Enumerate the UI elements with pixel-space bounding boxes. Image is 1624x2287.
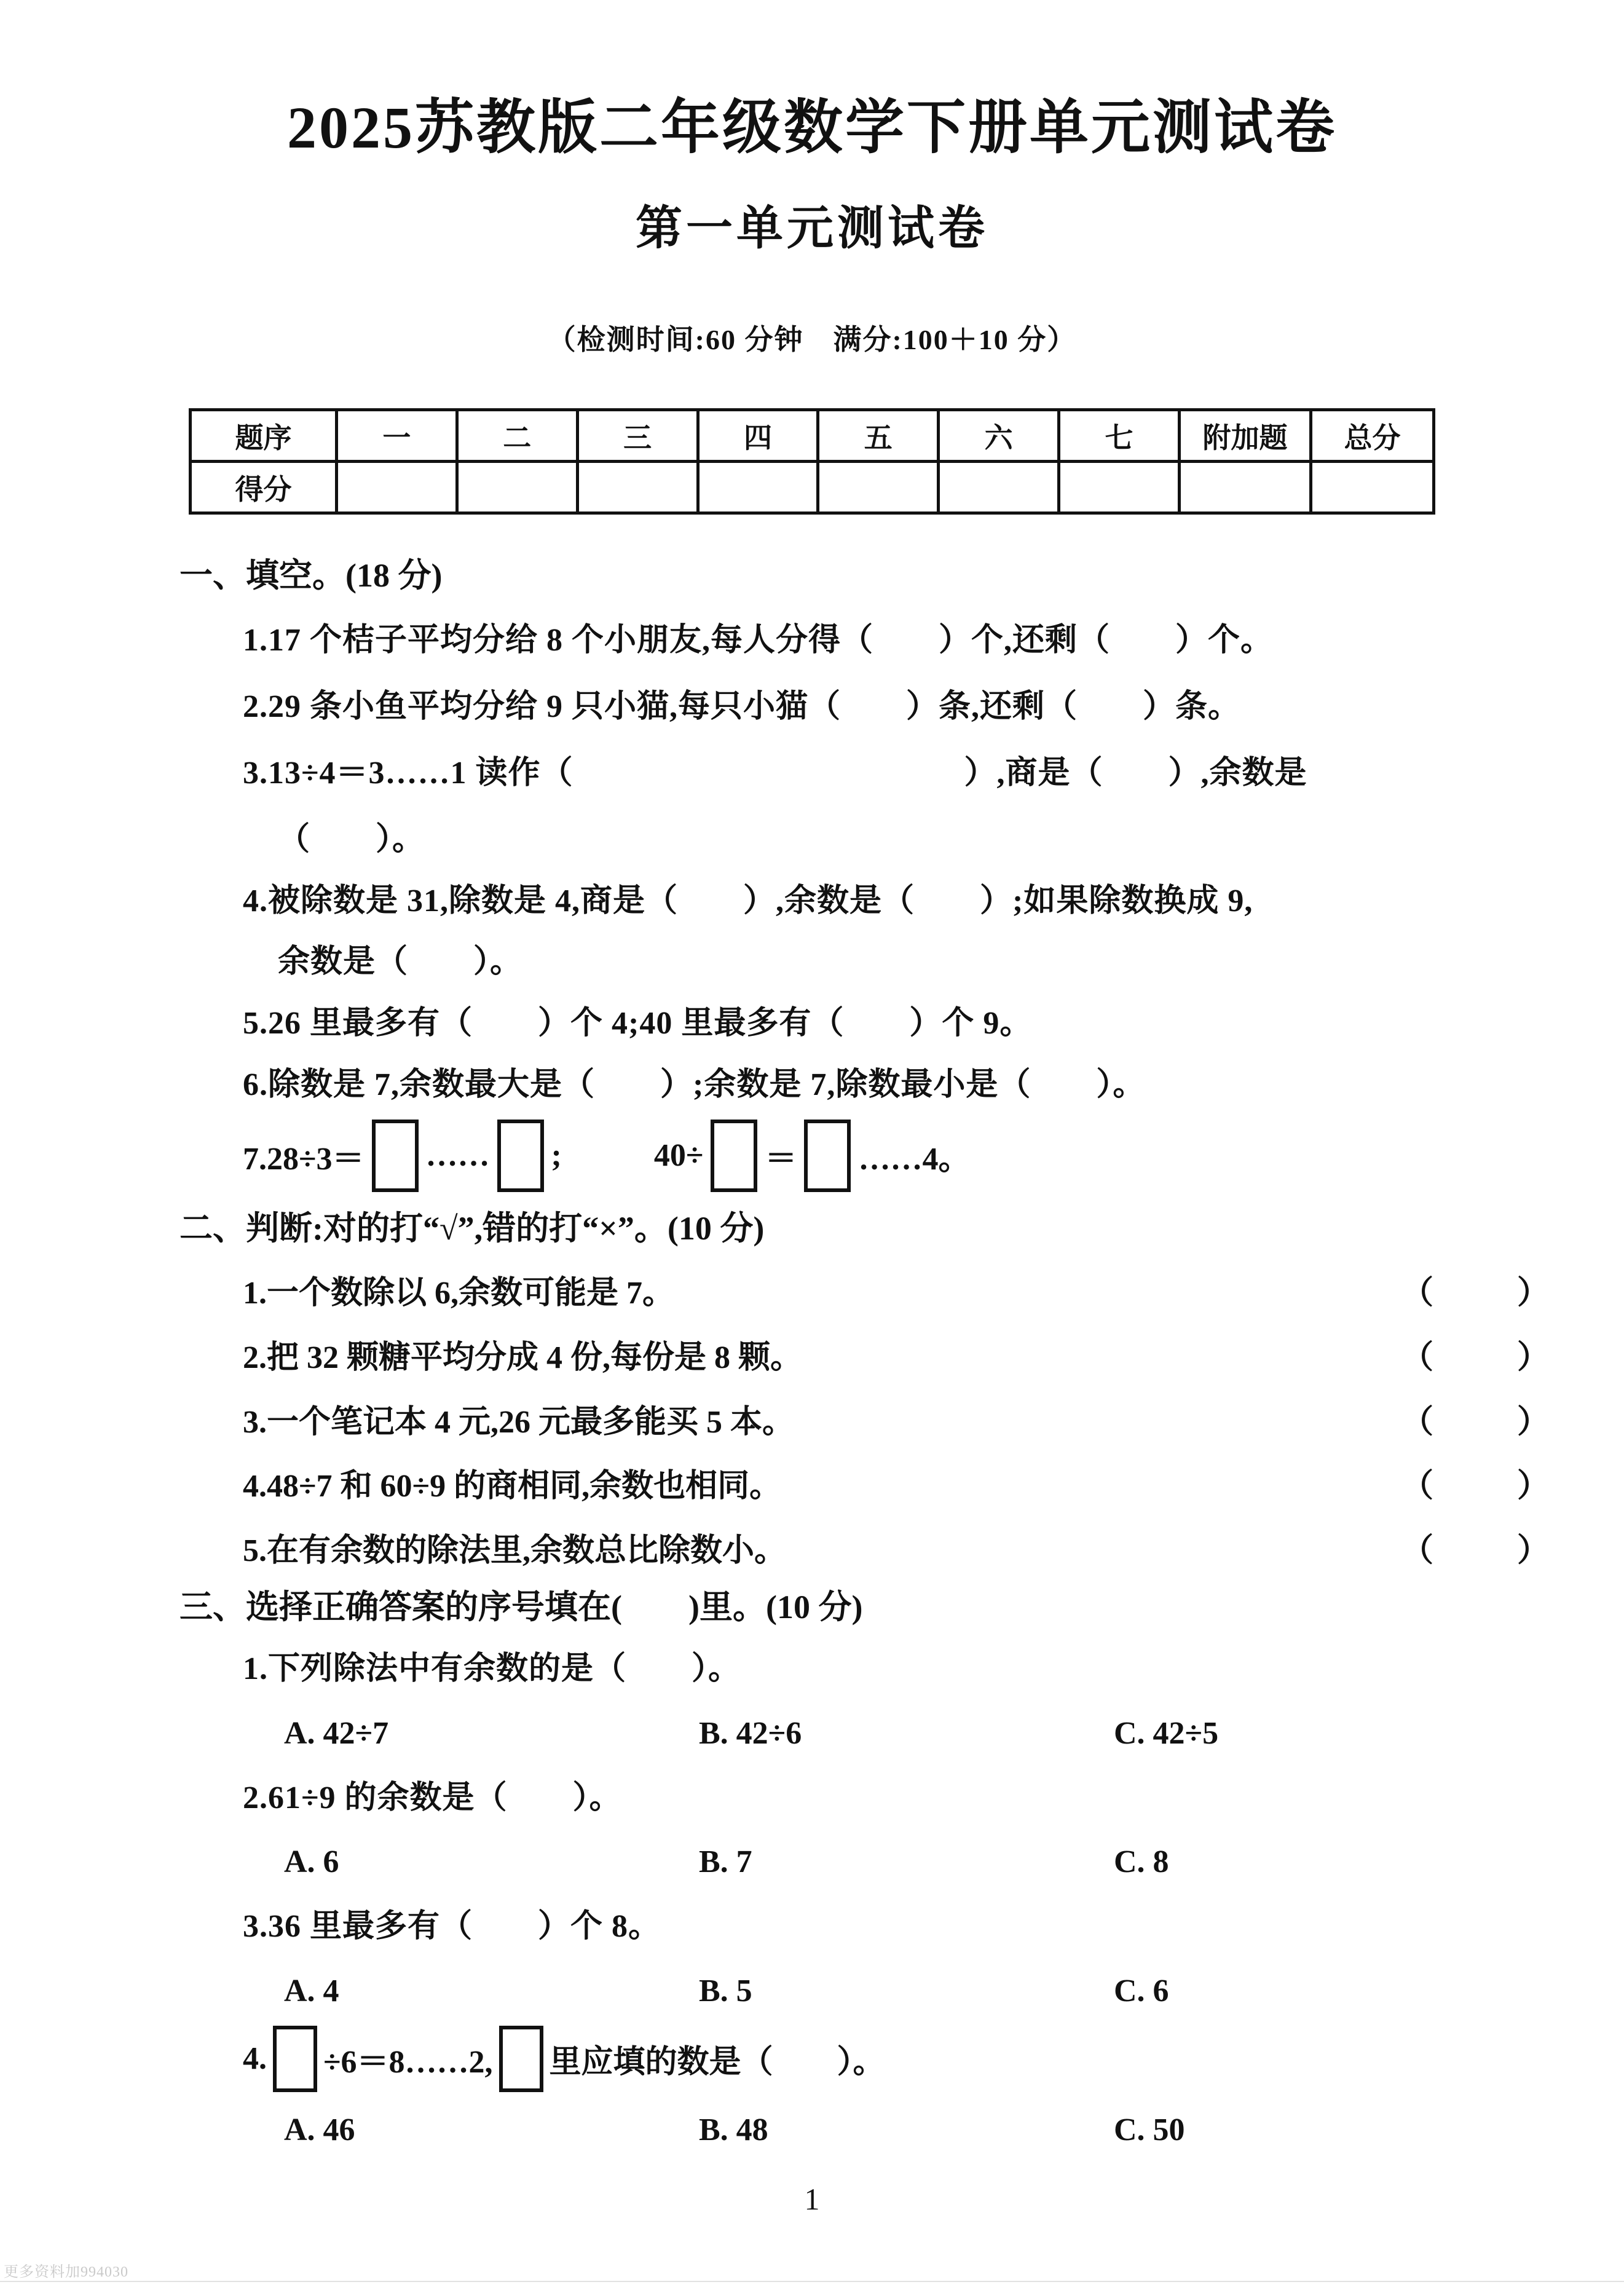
score-blank-cell xyxy=(698,462,818,513)
answer-paren-close: ） xyxy=(1516,1533,1549,1569)
score-blank-cell xyxy=(818,462,939,513)
answer-box-blank xyxy=(804,1120,851,1192)
choice-option-b: B. 5 xyxy=(699,1973,752,2009)
score-blank-cell xyxy=(577,462,698,513)
choice-question-4-text xyxy=(243,2026,1624,2092)
score-table-score-row xyxy=(191,462,1434,513)
judge-item-2 xyxy=(243,1340,1549,1377)
fill-question-6: 6.除数是 7,余数最大是（ ）;余数是 7,除数最小是（ ）。 xyxy=(243,1067,1146,1103)
judge-item-text: 4.48÷7 和 60÷9 的商相同,余数也相同。 xyxy=(243,1469,782,1504)
judge-item-text: 2.把 32 颗糖平均分成 4 份,每份是 8 颗。 xyxy=(243,1340,803,1375)
score-header-cell: 附加题 xyxy=(1180,410,1311,462)
choice-question-1-options xyxy=(284,1715,1624,1752)
answer-paren-close: ） xyxy=(1516,1275,1549,1311)
answer-box-blank xyxy=(372,1120,419,1192)
answer-paren-open: （ xyxy=(1401,1469,1434,1504)
fill-question-7 xyxy=(243,1120,1624,1192)
fill-question-2: 2.29 条小鱼平均分给 9 只小猫,每只小猫（ ）条,还剩（ ）条。 xyxy=(243,689,1241,725)
score-blank-cell xyxy=(939,462,1059,513)
section-judge-heading: 二、判断:对的打“√”,错的打“×”。(10 分) xyxy=(179,1209,765,1247)
score-blank-cell xyxy=(1180,462,1311,513)
score-header-cell: 四 xyxy=(698,410,818,462)
score-table xyxy=(189,408,1435,515)
judge-item-text: 3.一个笔记本 4 元,26 元最多能买 5 本。 xyxy=(243,1404,795,1440)
judge-answer-brackets xyxy=(1401,1468,1549,1505)
choice-question-4-options xyxy=(284,2112,1624,2149)
score-header-cell: 七 xyxy=(1059,410,1180,462)
equation-text: 40÷ xyxy=(653,1138,704,1174)
equation-text: 里应填的数是（ ）。 xyxy=(549,2045,885,2080)
judge-answer-brackets xyxy=(1401,1340,1549,1377)
equation-text: ……4。 xyxy=(858,1142,971,1177)
choice-option-b: B. 48 xyxy=(699,2112,768,2147)
footer-divider xyxy=(0,2281,1624,2282)
choice-option-c: C. 8 xyxy=(1114,1844,1169,1880)
answer-paren-open: （ xyxy=(1401,1404,1434,1440)
section-choice-heading: 三、选择正确答案的序号填在( )里。(10 分) xyxy=(179,1588,863,1625)
judge-item-4 xyxy=(243,1468,1549,1505)
choice-option-c: C. 50 xyxy=(1114,2112,1185,2147)
page-number: 1 xyxy=(804,2182,820,2216)
choice-question-3-options xyxy=(284,1973,1624,2010)
equation-text: ÷6＝8……2, xyxy=(323,2045,493,2080)
judge-answer-brackets xyxy=(1401,1275,1549,1312)
score-header-cell: 总分 xyxy=(1311,410,1434,462)
judge-answer-brackets xyxy=(1401,1533,1549,1570)
score-header-cell: 二 xyxy=(457,410,577,462)
watermark-text: 更多资料加994030 xyxy=(4,2264,128,2280)
judge-item-text: 5.在有余数的除法里,余数总比除数小。 xyxy=(243,1533,787,1569)
score-blank-cell xyxy=(457,462,577,513)
exam-info: （检测时间:60 分钟 满分:100＋10 分） xyxy=(547,324,1077,356)
score-blank-cell xyxy=(337,462,457,513)
choice-question-2-text: 2.61÷9 的余数是（ ）。 xyxy=(243,1780,622,1815)
score-header-cell: 题序 xyxy=(191,410,337,462)
answer-paren-close: ） xyxy=(1516,1340,1549,1375)
fill-question-1: 1.17 个桔子平均分给 8 个小朋友,每人分得（ ）个,还剩（ ）个。 xyxy=(243,623,1274,658)
answer-paren-close: ） xyxy=(1516,1469,1549,1504)
judge-item-5 xyxy=(243,1533,1549,1570)
remainder-dots: …… xyxy=(425,1138,490,1174)
fill-question-3-line1: 3.13÷4＝3……1 读作（ ）,商是（ ）,余数是 xyxy=(243,756,1307,791)
fill-question-4-line1: 4.被除数是 31,除数是 4,商是（ ）,余数是（ ）;如果除数换成 9, xyxy=(243,883,1253,918)
fill-question-3-line2: （ ）。 xyxy=(278,821,425,857)
answer-box-blank xyxy=(711,1120,757,1192)
score-header-cell: 六 xyxy=(939,410,1059,462)
answer-box-blank xyxy=(499,2026,543,2092)
answer-paren-open: （ xyxy=(1401,1533,1434,1569)
choice-option-b: B. 7 xyxy=(699,1844,752,1880)
choice-option-a: A. 46 xyxy=(284,2112,355,2147)
judge-answer-brackets xyxy=(1401,1404,1549,1441)
choice-option-a: A. 4 xyxy=(284,1973,339,2009)
answer-box-blank xyxy=(497,1120,544,1192)
choice-question-2-options xyxy=(284,1844,1624,1881)
choice-option-c: C. 42÷5 xyxy=(1114,1715,1219,1751)
fill-question-5: 5.26 里最多有（ ）个 4;40 里最多有（ ）个 9。 xyxy=(243,1006,1033,1041)
choice-option-c: C. 6 xyxy=(1114,1973,1169,2009)
score-table-header-row xyxy=(191,410,1434,462)
answer-paren-open: （ xyxy=(1401,1275,1434,1311)
equation-text: 4. xyxy=(243,2041,267,2077)
score-header-cell: 五 xyxy=(818,410,939,462)
answer-box-blank xyxy=(273,2026,317,2092)
judge-item-text: 1.一个数除以 6,余数可能是 7。 xyxy=(243,1275,675,1311)
judge-item-3 xyxy=(243,1404,1549,1441)
answer-paren-open: （ xyxy=(1401,1340,1434,1375)
section-fill-heading: 一、填空。(18 分) xyxy=(179,557,443,594)
fill-question-4-line2: 余数是（ ）。 xyxy=(278,944,523,980)
score-blank-cell xyxy=(1311,462,1434,513)
page-title: 2025苏教版二年级数学下册单元测试卷 xyxy=(287,95,1337,160)
choice-option-a: A. 6 xyxy=(284,1844,339,1880)
score-header-cell: 三 xyxy=(577,410,698,462)
choice-option-a: A. 42÷7 xyxy=(284,1715,389,1751)
score-header-cell: 一 xyxy=(337,410,457,462)
choice-question-3-text: 3.36 里最多有（ ）个 8。 xyxy=(243,1909,661,1945)
equation-text: 7.28÷3＝ xyxy=(243,1142,365,1177)
answer-paren-close: ） xyxy=(1516,1404,1549,1440)
choice-question-1-text: 1.下列除法中有余数的是（ ）。 xyxy=(243,1651,741,1687)
score-row-label: 得分 xyxy=(191,462,337,513)
equation-text: ; xyxy=(551,1138,562,1174)
equation-text: ＝ xyxy=(765,1142,797,1177)
judge-item-1 xyxy=(243,1275,1549,1312)
score-blank-cell xyxy=(1059,462,1180,513)
page-subtitle: 第一单元测试卷 xyxy=(636,203,988,255)
choice-option-b: B. 42÷6 xyxy=(699,1715,802,1751)
